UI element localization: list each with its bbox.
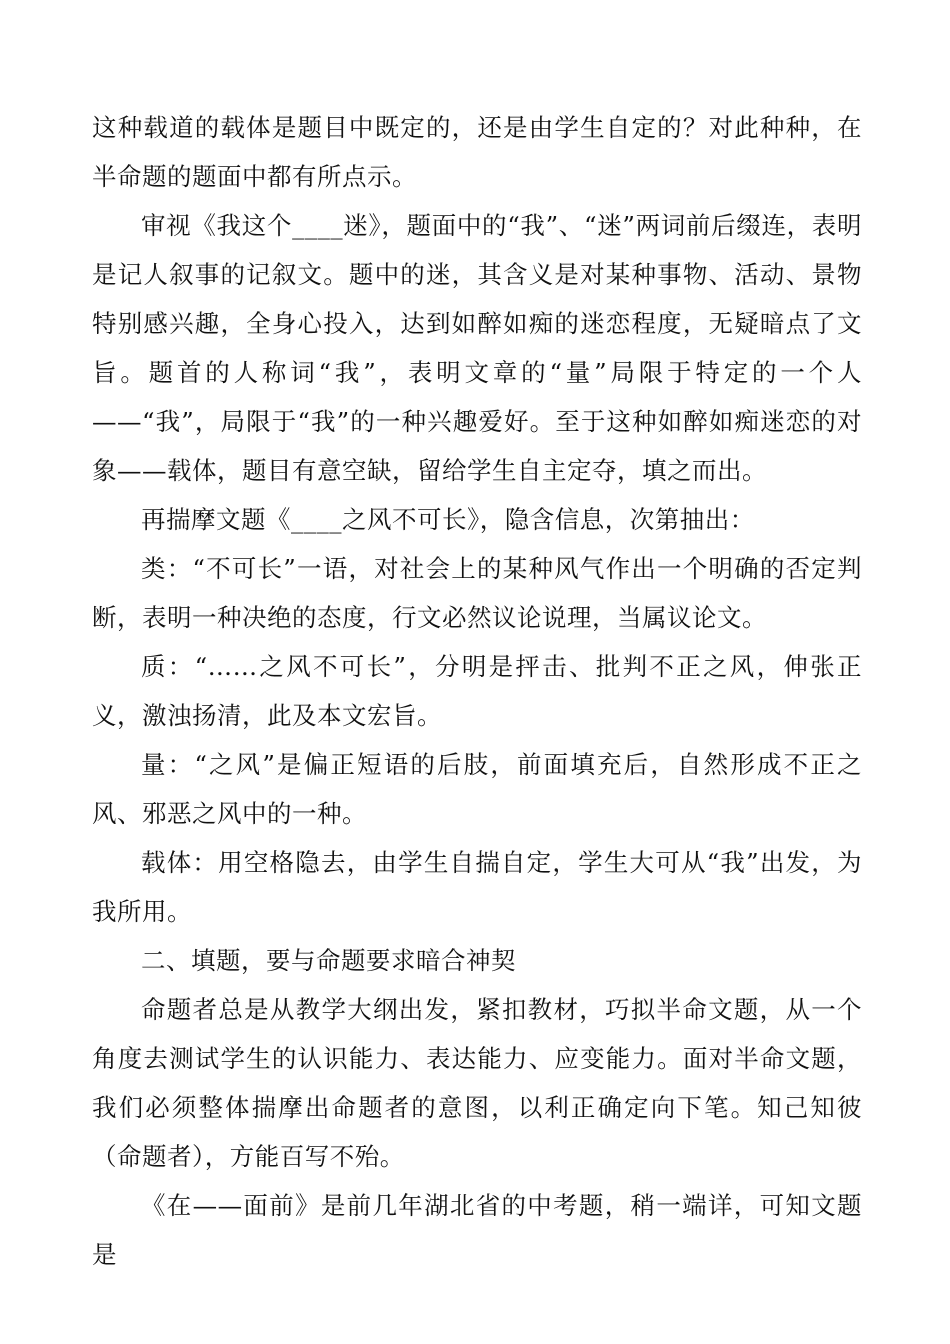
paragraph-zhifeng-bukezhang: 再揣摩文题《____之风不可长》，隐含信息，次第抽出： — [141, 505, 755, 534]
paragraph-mingtizhe: 命题者总是从教学大纲出发，紧扣教材，巧拟半命文题，从一个角度去测试学生的认识能力、表达能力、应变能力。面对半命文题，我们必须整体揣摩出命题者的意图，以利正确定向下笔。知己知彼（命题者），方能百写不殆。 — [92, 995, 862, 1171]
paragraph-zai-mianqian: 《在——面前》是前几年湖北省的中考题，稍一端详，可知文题是 — [92, 1191, 862, 1269]
paragraph-liang: 量：“之风”是偏正短语的后肢，前面填充后，自然形成不正之风、邪恶之风中的一种。 — [92, 750, 862, 828]
paragraph-continuation: 这种载道的载体是题目中既定的，还是由学生自定的？对此种种，在半命题的题面中都有所点示。 — [92, 113, 862, 191]
paragraph-wo-zhege-mi: 审视《我这个____迷》，题面中的“我”、“迷”两词前后缀连，表明是记人叙事的记叙文。题中的迷，其含义是对某种事物、活动、景物特别感兴趣，全身心投入，达到如醉如痴的迷恋程度，无疑暗点了文旨。题首的人称词“我”，表明文章的“量”局限于特定的一个人——“我”，局限于“我”的一种兴趣爱好。至于这种如醉如痴迷恋的对象——载体，题目有意空缺，留给学生自主定夺，填之而出。 — [92, 211, 862, 485]
paragraph-lei: 类：“不可长”一语，对社会上的某种风气作出一个明确的否定判断，表明一种决绝的态度，行文必然议论说理，当属议论文。 — [92, 554, 862, 632]
section-heading-tianti: 二、填题，要与命题要求暗合神契 — [141, 946, 516, 975]
paragraph-zaiti: 载体：用空格隐去，由学生自揣自定，学生大可从“我”出发，为我所用。 — [92, 848, 862, 926]
paragraph-zhi: 质：“……之风不可长”，分明是抨击、批判不正之风，伸张正义，激浊扬清，此及本文宏旨。 — [92, 652, 862, 730]
